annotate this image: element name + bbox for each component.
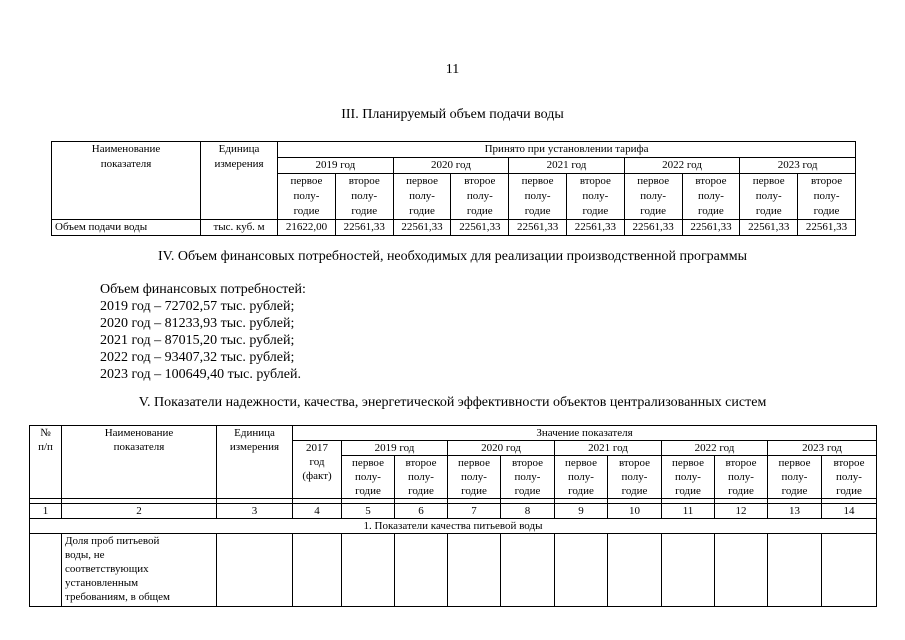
page-number: 11 bbox=[445, 62, 460, 77]
financial-needs-line: 2021 год – 87015,20 тыс. рублей; bbox=[100, 333, 295, 348]
section3-title: III. Планируемый объем подачи воды bbox=[341, 107, 564, 122]
year-2019: 2019 год bbox=[342, 441, 448, 456]
value-cell bbox=[662, 534, 715, 607]
header-group: Принято при установлении тарифа bbox=[278, 142, 856, 158]
value-cell bbox=[395, 534, 448, 607]
year-2022: 2022 год bbox=[662, 441, 768, 456]
first-half-header: первое полу- годие bbox=[342, 456, 395, 499]
second-half-header: второе полу- годие bbox=[822, 456, 877, 499]
header-unit: Единица измерения bbox=[217, 426, 293, 499]
financial-needs-line: Объем финансовых потребностей: bbox=[100, 282, 306, 297]
empty-cell bbox=[30, 534, 62, 607]
table-row bbox=[52, 220, 856, 236]
second-half-header: второе полу- годие bbox=[335, 174, 393, 220]
header-name: Наименование показателя bbox=[62, 426, 217, 499]
value-cell: 22561,33 bbox=[451, 220, 509, 236]
year-2021: 2021 год bbox=[509, 158, 625, 174]
value-cell bbox=[501, 534, 555, 607]
first-half-header: первое полу- годие bbox=[768, 456, 822, 499]
second-half-header: второе полу- годие bbox=[501, 456, 555, 499]
value-cell bbox=[448, 534, 501, 607]
column-number: 12 bbox=[715, 504, 768, 519]
value-cell bbox=[768, 534, 822, 607]
section4-title: IV. Объем финансовых потребностей, необходимых для реализации производственной программы bbox=[157, 249, 748, 264]
header-group: Значение показателя bbox=[293, 426, 877, 441]
first-half-header: первое полу- годие bbox=[662, 456, 715, 499]
financial-needs-list bbox=[100, 281, 306, 383]
financial-needs-line: 2022 год – 93407,32 тыс. рублей; bbox=[100, 350, 295, 365]
subsection-title: 1. Показатели качества питьевой воды bbox=[30, 519, 877, 534]
financial-needs-line: 2023 год – 100649,40 тыс. рублей. bbox=[100, 367, 301, 382]
value-cell bbox=[715, 534, 768, 607]
column-number: 1 bbox=[30, 504, 62, 519]
value-cell: 22561,33 bbox=[393, 220, 451, 236]
column-number-row bbox=[30, 504, 877, 519]
column-number: 4 bbox=[293, 504, 342, 519]
year-2021: 2021 год bbox=[555, 441, 662, 456]
value-cell bbox=[608, 534, 662, 607]
value-cell: 22561,33 bbox=[509, 220, 567, 236]
row-unit: тыс. куб. м bbox=[201, 220, 278, 236]
year-2020: 2020 год bbox=[393, 158, 509, 174]
second-half-header: второе полу- годие bbox=[798, 174, 856, 220]
second-half-header: второе полу- годие bbox=[566, 174, 624, 220]
column-number: 7 bbox=[448, 504, 501, 519]
value-cell: 22561,33 bbox=[335, 220, 393, 236]
value-cell bbox=[342, 534, 395, 607]
section5-title: V. Показатели надежности, качества, энергетической эффективности объектов централизованных систем bbox=[138, 395, 767, 410]
column-number: 6 bbox=[395, 504, 448, 519]
second-half-header: второе полу- годие bbox=[682, 174, 740, 220]
header-fact: 2017 год (факт) bbox=[293, 441, 342, 499]
subsection-row bbox=[30, 519, 877, 534]
year-2020: 2020 год bbox=[448, 441, 555, 456]
first-half-header: первое полу- годие bbox=[448, 456, 501, 499]
value-cell: 22561,33 bbox=[798, 220, 856, 236]
first-half-header: первое полу- годие bbox=[555, 456, 608, 499]
header-unit: Единица измерения bbox=[201, 142, 278, 220]
column-number: 3 bbox=[217, 504, 293, 519]
first-half-header: первое полу- годие bbox=[278, 174, 336, 220]
row-name: Объем подачи воды bbox=[52, 220, 201, 236]
column-number: 5 bbox=[342, 504, 395, 519]
financial-needs-line: 2019 год – 72702,57 тыс. рублей; bbox=[100, 299, 295, 314]
value-cell bbox=[293, 534, 342, 607]
column-number: 9 bbox=[555, 504, 608, 519]
year-2022: 2022 год bbox=[624, 158, 740, 174]
value-cell: 22561,33 bbox=[740, 220, 798, 236]
first-half-header: первое полу- годие bbox=[624, 174, 682, 220]
year-2023: 2023 год bbox=[740, 158, 856, 174]
second-half-header: второе полу- годие bbox=[608, 456, 662, 499]
column-number: 13 bbox=[768, 504, 822, 519]
second-half-header: второе полу- годие bbox=[715, 456, 768, 499]
year-2023: 2023 год bbox=[768, 441, 877, 456]
indicators-table bbox=[29, 425, 877, 607]
value-cell bbox=[822, 534, 877, 607]
column-number: 8 bbox=[501, 504, 555, 519]
value-cell bbox=[217, 534, 293, 607]
column-number: 2 bbox=[62, 504, 217, 519]
value-cell: 22561,33 bbox=[624, 220, 682, 236]
value-cell: 22561,33 bbox=[682, 220, 740, 236]
indicator-name: Доля проб питьевой воды, не соответствующих установленным требованиям, в общем bbox=[62, 534, 217, 607]
header-num: № п/п bbox=[30, 426, 62, 499]
header-name: Наименование показателя bbox=[52, 142, 201, 220]
column-number: 14 bbox=[822, 504, 877, 519]
value-cell bbox=[555, 534, 608, 607]
first-half-header: первое полу- годие bbox=[393, 174, 451, 220]
table-row bbox=[30, 534, 877, 607]
water-supply-table bbox=[51, 141, 856, 236]
financial-needs-line: 2020 год – 81233,93 тыс. рублей; bbox=[100, 316, 295, 331]
value-cell: 22561,33 bbox=[566, 220, 624, 236]
first-half-header: первое полу- годие bbox=[509, 174, 567, 220]
column-number: 10 bbox=[608, 504, 662, 519]
first-half-header: первое полу- годие bbox=[740, 174, 798, 220]
second-half-header: второе полу- годие bbox=[395, 456, 448, 499]
value-cell: 21622,00 bbox=[278, 220, 336, 236]
year-2019: 2019 год bbox=[278, 158, 394, 174]
column-number: 11 bbox=[662, 504, 715, 519]
second-half-header: второе полу- годие bbox=[451, 174, 509, 220]
